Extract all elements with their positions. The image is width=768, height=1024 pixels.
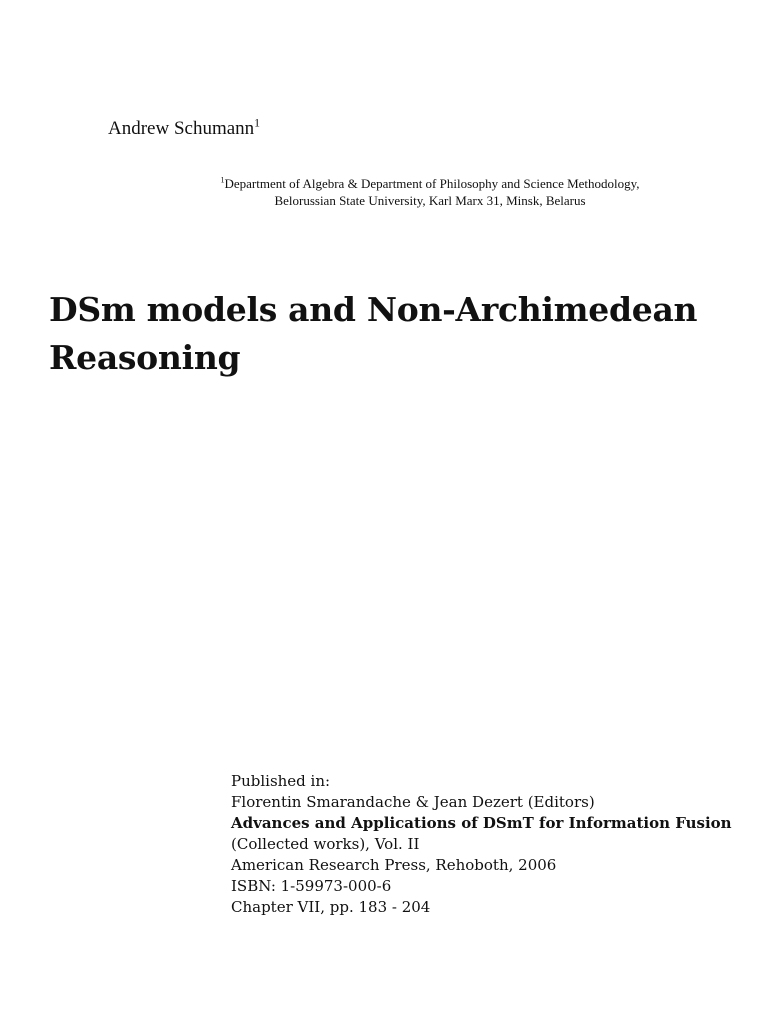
publication-publisher: American Research Press, Rehoboth, 2006 bbox=[231, 856, 557, 874]
affiliation-mark: 1 bbox=[220, 175, 225, 185]
publication-heading: Published in: bbox=[231, 772, 331, 790]
publication-chapter: Chapter VII, pp. 183 - 204 bbox=[231, 898, 431, 916]
publication-book-title: Advances and Applications of DSmT for Information Fusion bbox=[231, 814, 732, 832]
publication-info bbox=[231, 771, 732, 918]
author-name: Andrew Schumann bbox=[108, 118, 255, 139]
affiliation bbox=[170, 175, 690, 209]
publication-volume: (Collected works), Vol. II bbox=[231, 835, 420, 853]
affiliation-text-1: Department of Algebra & Department of Philosophy and Science Methodology, bbox=[224, 176, 640, 191]
affiliation-line-1 bbox=[170, 175, 690, 192]
paper-title-line-2: Reasoning bbox=[49, 338, 241, 377]
author-affiliation-mark: 1 bbox=[254, 116, 261, 130]
author-line bbox=[108, 118, 260, 140]
publication-editors: Florentin Smarandache & Jean Dezert (Editors) bbox=[231, 793, 595, 811]
paper-title bbox=[49, 286, 749, 382]
affiliation-line-2: Belorussian State University, Karl Marx 31, Minsk, Belarus bbox=[274, 193, 586, 208]
publication-isbn: ISBN: 1-59973-000-6 bbox=[231, 877, 392, 895]
paper-title-line-1: DSm models and Non-Archimedean bbox=[49, 290, 698, 329]
